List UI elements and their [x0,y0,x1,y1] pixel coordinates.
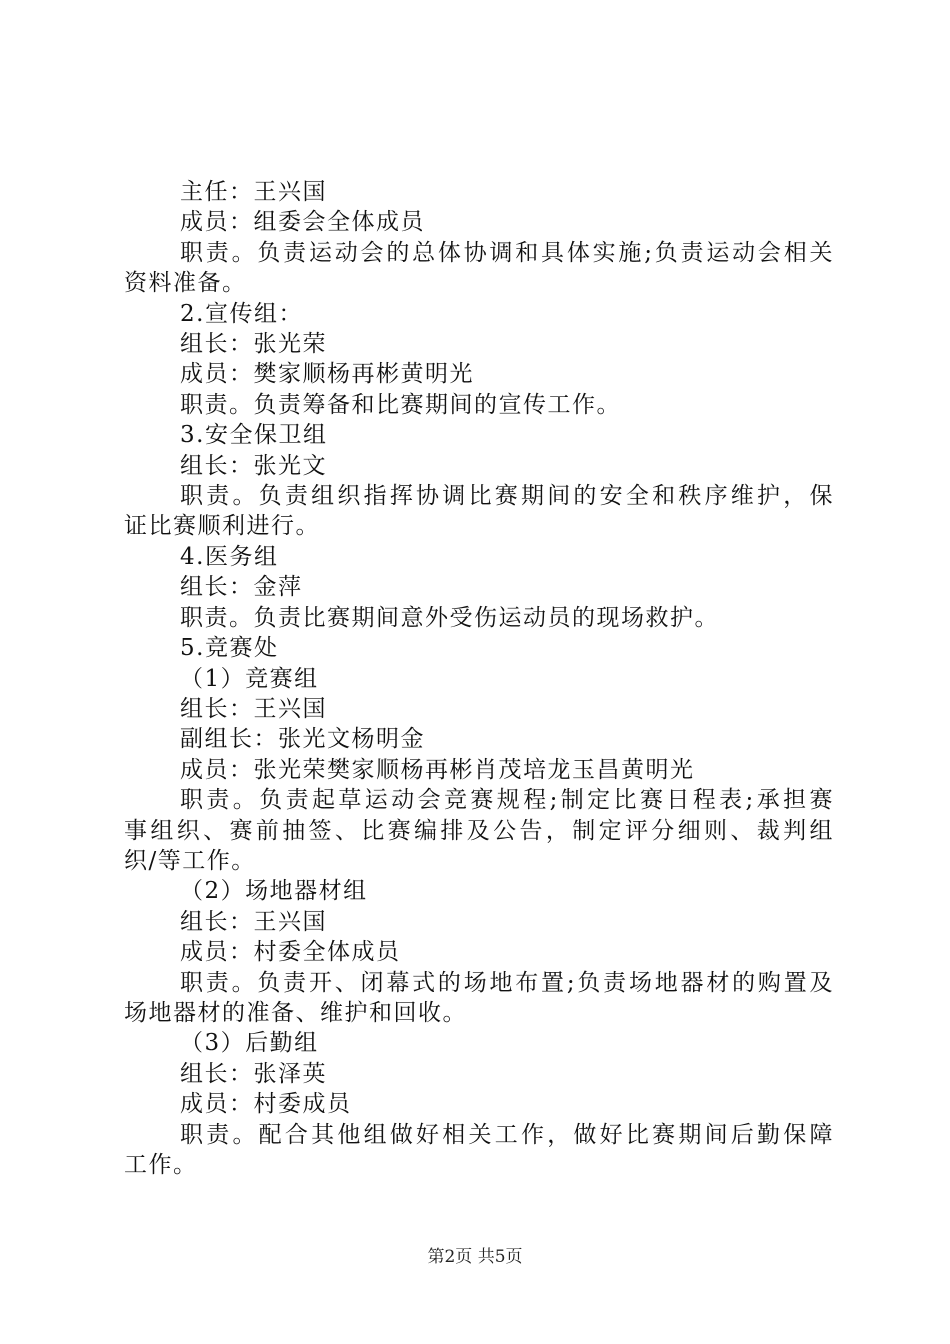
text-line: 事组织、赛前抽签、比赛编排及公告，制定评分细则、裁判组 [124,817,834,844]
subsection-heading: （1）竞赛组 [180,665,319,692]
text-line: 副组长：张光文杨明金 [180,726,425,753]
text-line: 组长：张光文 [180,452,327,479]
text-line: 资料准备。 [124,270,247,297]
text-line: 成员：樊家顺杨再彬黄明光 [180,361,474,388]
text-line: 工作。 [124,1152,198,1178]
text-line: 成员：村委全体成员 [180,939,401,966]
text-line: 成员：组委会全体成员 [180,209,425,236]
text-line: 场地器材的准备、维护和回收。 [124,999,467,1026]
section-heading: 4.医务组 [180,543,279,570]
section-heading: 3.安全保卫组 [180,422,328,449]
text-line: 职责。负责比赛期间意外受伤运动员的现场救护。 [180,604,719,631]
text-line: 职责。负责筹备和比赛期间的宣传工作。 [180,391,621,418]
section-heading: 5.竞赛处 [180,635,279,662]
text-line: 组长：张泽英 [180,1060,327,1087]
text-line: 证比赛顺利进行。 [124,513,320,540]
text-line: 成员：村委成员 [180,1091,352,1118]
subsection-heading: （3）后勤组 [180,1030,319,1057]
text-line: 组长：王兴国 [180,695,327,722]
text-line: 职责。负责组织指挥协调比赛期间的安全和秩序维护，保 [180,483,834,510]
text-line: 组长：金萍 [180,574,303,601]
page-number-footer: 第2页 共5页 [427,1247,523,1267]
text-line: 职责。负责开、闭幕式的场地布置;负责场地器材的购置及 [180,969,834,996]
text-line: 组长：张光荣 [180,331,327,358]
text-line: 织/等工作。 [124,847,256,874]
subsection-heading: （2）场地器材组 [180,878,368,905]
body-text [124,177,834,1180]
text-line: 职责。配合其他组做好相关工作，做好比赛期间后勤保障 [180,1121,834,1148]
text-line: 职责。负责起草运动会竞赛规程;制定比赛日程表;承担赛 [180,787,834,814]
text-line: 组长：王兴国 [180,908,327,935]
text-line: 主任：王兴国 [180,179,327,205]
section-heading: 2.宣传组： [180,300,303,327]
text-line: 职责。负责运动会的总体协调和具体实施;负责运动会相关 [180,239,834,266]
text-line: 成员：张光荣樊家顺杨再彬肖茂培龙玉昌黄明光 [180,756,695,783]
